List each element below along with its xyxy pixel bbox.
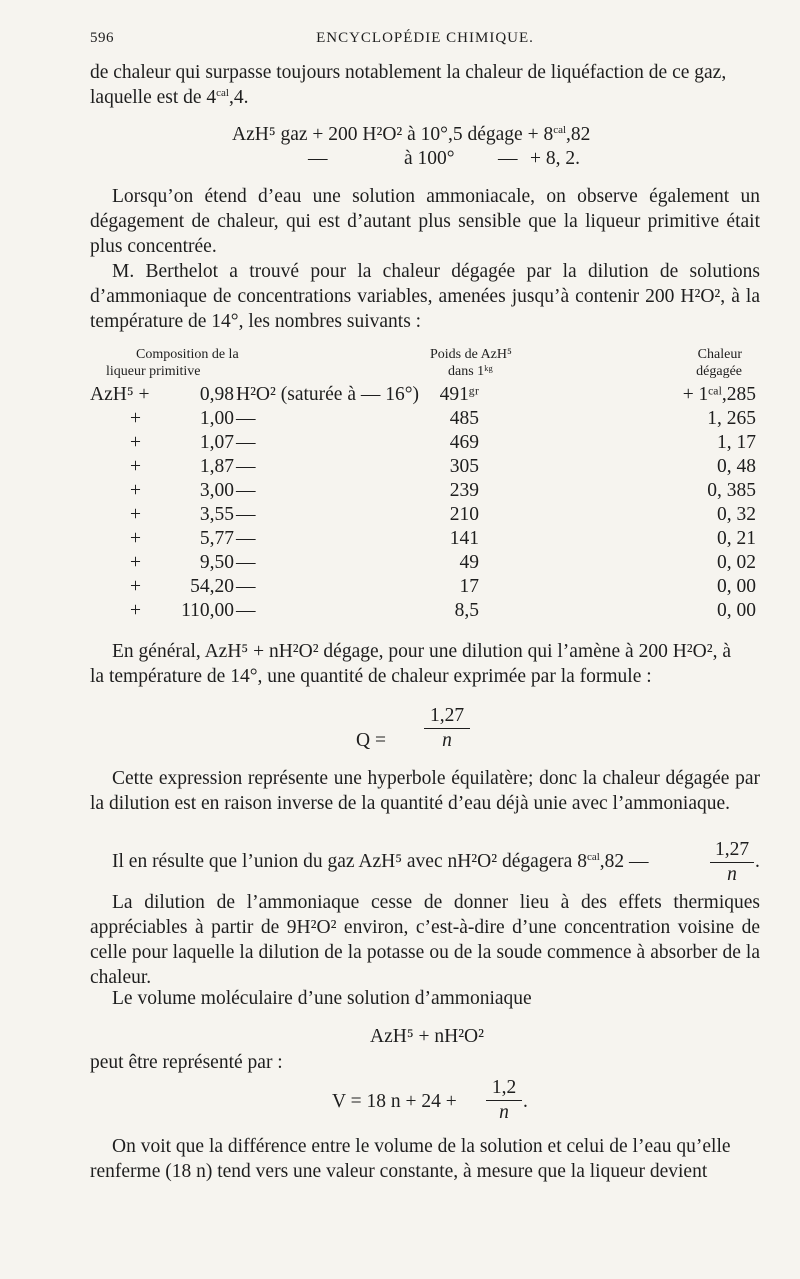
table-cell-water: 110,00 [181, 600, 234, 621]
table-cell-water-unit: — [236, 576, 256, 597]
table-cell-water-unit: — [236, 480, 256, 501]
equation-1-row-1: AzH⁵ gaz + 200 H²O² à 10°,5 dégage + $8^{cal},82$ [232, 124, 591, 145]
table-cell-prefix: + [130, 552, 141, 573]
table-header-composition: Composition de la liqueur primitive [106, 347, 239, 379]
table-cell-prefix: + [130, 456, 141, 477]
table-row [0, 432, 800, 456]
table-cell-heat: 0, 32 [717, 504, 756, 525]
paragraph-general-line-2: la température de 14°, une quantité de chaleur exprimée par la formule : [90, 666, 652, 687]
table-cell-weight: 17 [459, 576, 479, 597]
table-row [0, 480, 800, 504]
table-header-heat: Chaleur dégagée [696, 347, 742, 379]
formula-q-lhs: Q = [356, 730, 386, 751]
table-cell-water-unit: — [236, 456, 256, 477]
table-cell-water: 3,55 [199, 504, 234, 525]
equation-1-row-2-value: + 8, 2. [530, 148, 580, 169]
formula-v-end: . [523, 1091, 528, 1112]
table-cell-water: 1,07 [199, 432, 234, 453]
table-cell-heat: 1, 17 [717, 432, 756, 453]
formula-q-denominator: n [442, 730, 452, 751]
table-cell-weight: 239 [449, 480, 479, 501]
table-cell-water-unit: — [236, 528, 256, 549]
table-cell-water: 0,98 [199, 384, 234, 405]
table-cell-weight: 491ᵍʳ [439, 384, 479, 405]
table-cell-water: 5,77 [199, 528, 234, 549]
equation-1-dash: — [308, 148, 328, 169]
paragraph-general-line-1: En général, AzH⁵ + nH²O² dégage, pour une dilution qui l’amène à 200 H²O², à [112, 641, 731, 662]
formula-q-numerator: 1,27 [424, 704, 470, 729]
table-cell-prefix: + [130, 504, 141, 525]
paragraph-hyperbole: Cette expression représente une hyperbole équilatère; donc la chaleur dégagée par la dilution est en raison inverse de la quantité d’eau déjà unie avec l’ammoniaque. [90, 768, 760, 814]
running-header [90, 30, 760, 52]
paragraph-berthelot: M. Berthelot a trouvé pour la chaleur dégagée par la dilution de solutions d’ammoniaque de concentrations variables, amenées jusqu’à contenir 200 H²O², à la température de 14°, les nombres suivants : [90, 261, 760, 332]
table-cell-prefix: + [130, 576, 141, 597]
table-cell-water-unit: — [236, 552, 256, 573]
table-cell-weight: 469 [449, 432, 479, 453]
table-cell-heat: 0, 48 [717, 456, 756, 477]
table-row [0, 384, 800, 408]
table-cell-heat: + 1ᶜᵃˡ,285 [682, 384, 756, 405]
paragraph-last-line-1: On voit que la différence entre le volume de la solution et celui de l’eau qu’elle [112, 1136, 731, 1157]
formula-solution: AzH⁵ + nH²O² [370, 1026, 484, 1047]
table-header-weight: Poids de AzH⁵ dans 1ᵏᵍ [430, 347, 512, 379]
table-cell-weight: 49 [459, 552, 479, 573]
table-cell-water: 54,20 [190, 576, 234, 597]
table-cell-water: 1,00 [199, 408, 234, 429]
paragraph-union: Il en résulte que l’union du gaz AzH⁵ avec nH²O² dégagera $8^{cal},82$ — [112, 851, 649, 872]
table-cell-heat: 0, 00 [717, 576, 756, 597]
paragraph-dilution-2: La dilution de l’ammoniaque cesse de donner lieu à des effets thermiques appréciables à partir de 9H²O² environ, c’est-à-dire d’une concentration voisine de celle pour laquelle la dilution de la potasse ou de la soude commence à absorber de la chaleur. [90, 892, 760, 988]
table-cell-weight: 485 [449, 408, 479, 429]
table-cell-water-unit: — [236, 432, 256, 453]
table-cell-prefix: AzH⁵ + [90, 384, 150, 405]
table-cell-prefix: + [130, 480, 141, 501]
table-cell-prefix: + [130, 528, 141, 549]
table-row [0, 576, 800, 600]
running-title: ENCYCLOPÉDIE CHIMIQUE. [316, 30, 534, 46]
table-cell-weight: 305 [449, 456, 479, 477]
table-cell-water-unit: H²O² (saturée à — 16°) [236, 384, 420, 405]
table-cell-heat: 0, 385 [707, 480, 756, 501]
table-cell-water: 1,87 [199, 456, 234, 477]
table-cell-heat: 0, 02 [717, 552, 756, 573]
table-cell-water: 3,00 [199, 480, 234, 501]
paragraph-last-line-2: renferme (18 n) tend vers une valeur constante, à mesure que la liqueur devient [90, 1161, 708, 1182]
table-cell-weight: 8,5 [454, 600, 479, 621]
union-end: . [755, 851, 760, 872]
equation-1-row-2: à 100° [404, 148, 455, 169]
table-cell-water-unit: — [236, 408, 256, 429]
table-cell-heat: 1, 265 [707, 408, 756, 429]
formula-v-lhs: V = 18 n + 24 + [332, 1091, 457, 1112]
formula-v-fraction: $\frac{1,2}{n}$ [486, 1076, 522, 1125]
paragraph-volume: Le volume moléculaire d’une solution d’ammoniaque [112, 988, 532, 1009]
table-cell-heat: 0, 00 [717, 600, 756, 621]
intro-line-1: de chaleur qui surpasse toujours notablement la chaleur de liquéfaction de ce gaz, [90, 62, 727, 83]
table-cell-water: 9,50 [199, 552, 234, 573]
formula-q-fraction [424, 704, 470, 753]
table-cell-prefix: + [130, 408, 141, 429]
table-row [0, 456, 800, 480]
table-cell-water-unit: — [236, 504, 256, 525]
equation-1-dash-2: — [498, 148, 518, 169]
page-number: 596 [90, 30, 114, 46]
paragraph-represent: peut être représenté par : [90, 1052, 283, 1073]
paragraph-dilution: Lorsqu’on étend d’eau une solution ammoniacale, on observe également un dégagement de chaleur, qui est d’autant plus sensible que la liqueur primitive était plus concentrée. [90, 186, 760, 257]
table-row [0, 552, 800, 576]
table-cell-prefix: + [130, 432, 141, 453]
table-row [0, 528, 800, 552]
table-row [0, 600, 800, 624]
intro-line-2: laquelle est de $4^{cal},4$. [90, 87, 249, 108]
table-cell-weight: 210 [449, 504, 479, 525]
table-row [0, 504, 800, 528]
union-fraction: $\frac{1,27}{n}$ [710, 838, 754, 887]
table-cell-weight: 141 [449, 528, 479, 549]
table-row [0, 408, 800, 432]
table-cell-prefix: + [130, 600, 141, 621]
table-cell-water-unit: — [236, 600, 256, 621]
table-cell-heat: 0, 21 [717, 528, 756, 549]
